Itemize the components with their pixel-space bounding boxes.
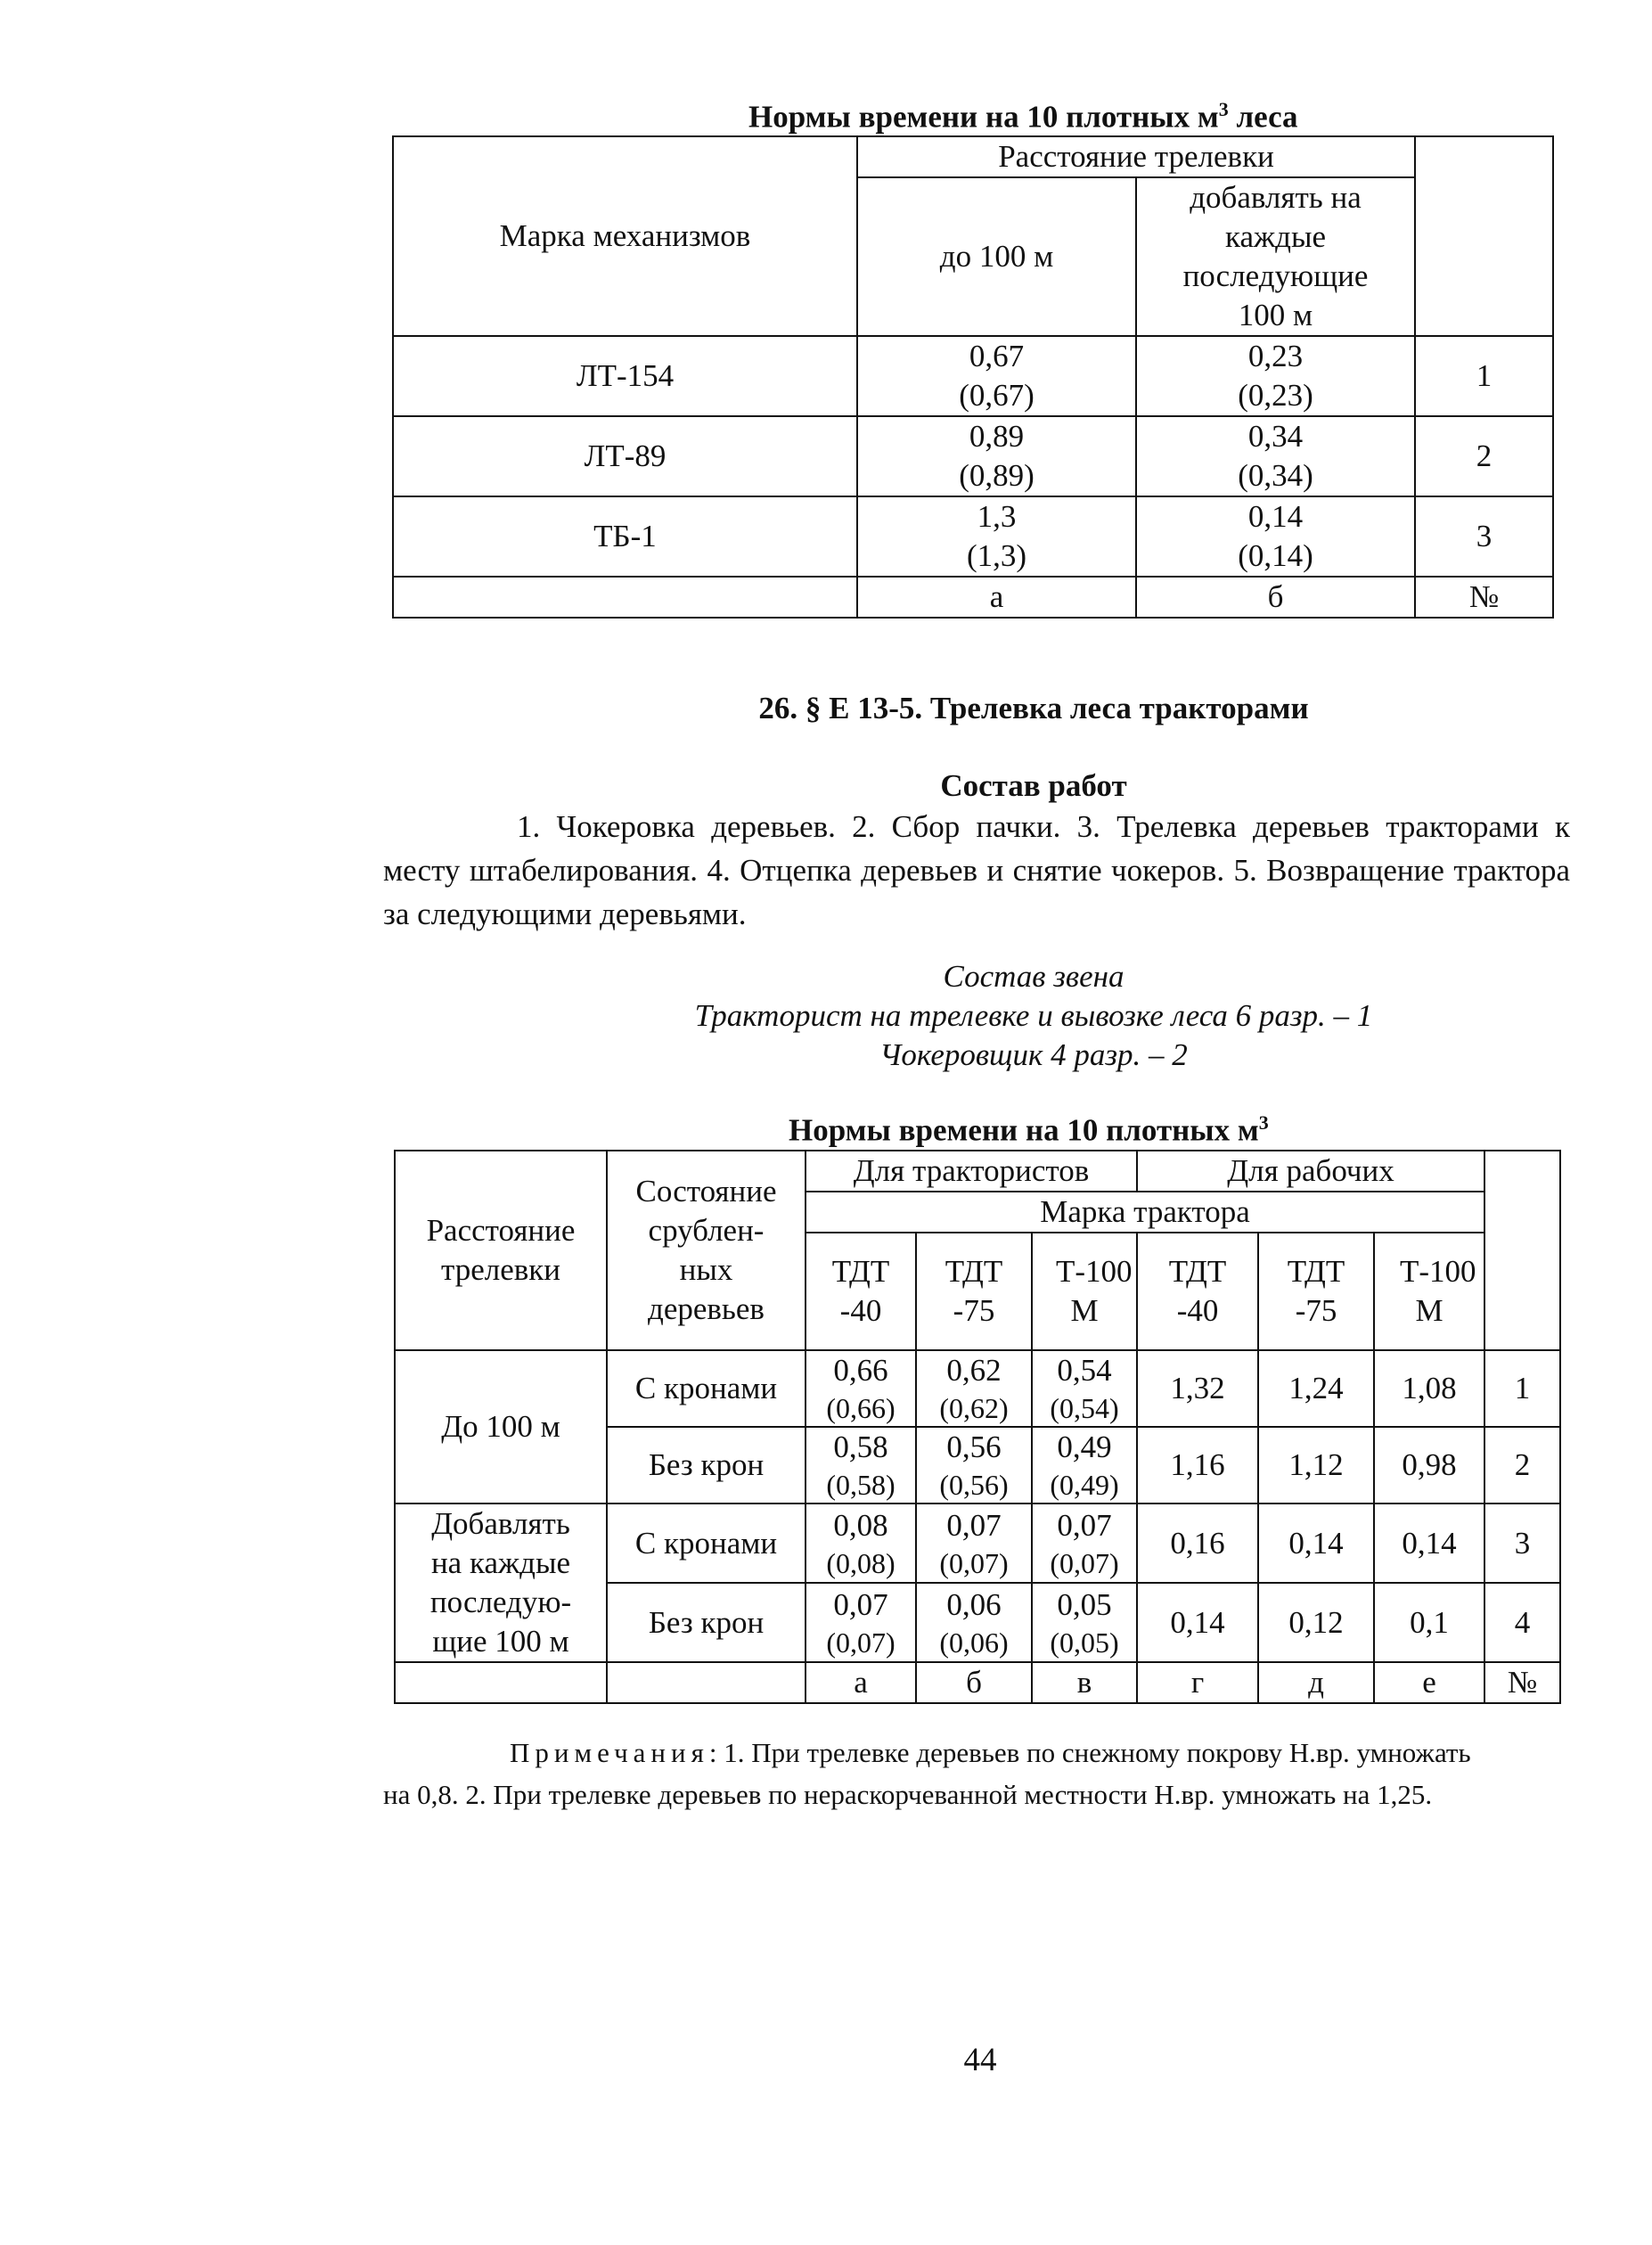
t2-row2-d2 [916, 1427, 1032, 1503]
t2-row3-d1 [806, 1503, 916, 1583]
t2-row3-d1-alt: (0,08) [826, 1546, 896, 1579]
t2-header-distance: Расстояние трелевки [395, 1151, 607, 1350]
t2-row4-d3 [1032, 1583, 1137, 1662]
t2-brand-6: Т-100 М [1374, 1233, 1484, 1350]
table-row [395, 1350, 1560, 1427]
t1-row3-b-value: 0,14 [1247, 499, 1304, 534]
notes-text-1: : 1. При трелевке деревьев по снежному покрову Н.вр. умножать [708, 1737, 1471, 1768]
t1-row2-a [857, 416, 1136, 496]
t2-row3-d3-value: 0,07 [1057, 1507, 1112, 1543]
table-row [393, 416, 1553, 496]
t2-row3-d2-alt: (0,07) [939, 1546, 1009, 1579]
t1-header-num-blank [1415, 136, 1553, 336]
table-footer-row [395, 1662, 1560, 1703]
t1-row2-b [1136, 416, 1415, 496]
t2-row3-d1-value: 0,08 [833, 1507, 888, 1543]
t2-row1-d3 [1032, 1350, 1137, 1427]
t2-row4-num: 4 [1484, 1583, 1560, 1662]
t2-row3-d3 [1032, 1503, 1137, 1583]
notes-line-1 [383, 1732, 1577, 1774]
t1-row3-brand: ТБ-1 [393, 496, 857, 577]
table2-caption-text: Нормы времени на 10 плотных м [789, 1112, 1259, 1148]
t2-row2-state: Без крон [607, 1427, 806, 1503]
notes-line-2: на 0,8. 2. При трелевке деревьев по нераскорчеванной местности Н.вр. умножать на 1,25. [383, 1779, 1433, 1810]
t2-footer-num: № [1484, 1662, 1560, 1703]
t1-row3-b [1136, 496, 1415, 577]
t2-brand-3: Т-100 М [1032, 1233, 1137, 1350]
t1-row2-b-value: 0,34 [1247, 419, 1304, 454]
t2-row1-d2-alt: (0,62) [939, 1392, 1009, 1424]
t2-group-upto: До 100 м [395, 1350, 607, 1503]
t2-row3-d2-value: 0,07 [946, 1507, 1002, 1543]
t2-row1-d1 [806, 1350, 916, 1427]
t2-row2-d1-alt: (0,58) [826, 1469, 896, 1501]
table1-caption [392, 98, 1568, 135]
t2-row2-d3-alt: (0,49) [1050, 1469, 1119, 1501]
t1-row2-a-alt: (0,89) [959, 458, 1035, 493]
t1-row1-brand: ЛТ-154 [393, 336, 857, 416]
crew-line-1: Тракторист на трелевке и вывозке леса 6 разр. – 1 [694, 998, 1373, 1033]
t1-footer-blank [393, 577, 857, 618]
t2-row1-d3-value: 0,54 [1057, 1353, 1112, 1388]
t2-footer-v: в [1032, 1662, 1137, 1703]
t1-row1-b-alt: (0,23) [1238, 378, 1313, 413]
t2-row4-d1-alt: (0,07) [826, 1626, 896, 1659]
norms-table-1 [392, 135, 1554, 619]
t2-row2-w2: 1,12 [1258, 1427, 1374, 1503]
table-footer-row [393, 577, 1553, 618]
t2-row4-w3: 0,1 [1374, 1583, 1484, 1662]
t2-header-state: Состояние срублен-ных деревьев [607, 1151, 806, 1350]
t2-row4-w2: 0,12 [1258, 1583, 1374, 1662]
table-row [393, 496, 1553, 577]
t2-row3-w2: 0,14 [1258, 1503, 1374, 1583]
work-composition-heading: Состав работ [940, 768, 1127, 803]
table-row [395, 1503, 1560, 1583]
table2-caption [392, 1111, 1568, 1149]
t1-row3-a-alt: (1,3) [966, 538, 1027, 573]
t1-row1-b-value: 0,23 [1247, 339, 1304, 373]
t2-row4-d1 [806, 1583, 916, 1662]
t1-row1-b [1136, 336, 1415, 416]
t2-row2-w1: 1,16 [1137, 1427, 1258, 1503]
t2-brand-2: ТДТ -75 [916, 1233, 1032, 1350]
t2-row4-d2-alt: (0,06) [939, 1626, 1009, 1659]
t2-row4-d2-value: 0,06 [946, 1586, 1002, 1622]
t2-row1-d2-value: 0,62 [946, 1353, 1002, 1388]
t2-brand-1: ТДТ -40 [806, 1233, 916, 1350]
t2-group-add: Добавлять на каждые последую-щие 100 м [395, 1503, 607, 1662]
t2-footer-e: е [1374, 1662, 1484, 1703]
t2-row2-num: 2 [1484, 1427, 1560, 1503]
t2-brand-5: ТДТ -75 [1258, 1233, 1374, 1350]
t2-row1-d1-alt: (0,66) [826, 1392, 896, 1424]
t2-row1-w1: 1,32 [1137, 1350, 1258, 1427]
t1-footer-b: б [1136, 577, 1415, 618]
table1-caption-sup: 3 [1218, 98, 1229, 120]
t1-row3-a [857, 496, 1136, 577]
t1-row3-b-alt: (0,14) [1238, 538, 1313, 573]
t2-footer-b: б [916, 1662, 1032, 1703]
t2-row1-d2 [916, 1350, 1032, 1427]
crew-line-2: Чокеровщик 4 разр. – 2 [879, 1037, 1188, 1072]
t2-row1-state: С кронами [607, 1350, 806, 1427]
t2-row2-d1-value: 0,58 [833, 1430, 888, 1464]
t1-footer-a: а [857, 577, 1136, 618]
t2-row4-d3-value: 0,05 [1057, 1586, 1112, 1622]
t2-row2-d2-value: 0,56 [946, 1430, 1002, 1464]
t2-row1-d1-value: 0,66 [833, 1353, 888, 1388]
t1-row1-a-value: 0,67 [969, 339, 1025, 373]
t1-header-add: добавлять на каждые последующие 100 м [1136, 177, 1415, 336]
table1-caption-tail: леса [1228, 99, 1298, 135]
table2-caption-sup: 3 [1258, 1111, 1269, 1134]
t2-row4-d3-alt: (0,05) [1050, 1626, 1119, 1659]
t2-header-workers: Для рабочих [1137, 1151, 1484, 1192]
t1-row2-num: 2 [1415, 416, 1553, 496]
t2-footer-g: г [1137, 1662, 1258, 1703]
t1-header-brand: Марка механизмов [393, 136, 857, 336]
t1-header-distance: Расстояние трелевки [857, 136, 1415, 177]
t2-footer-d: д [1258, 1662, 1374, 1703]
t2-header-brand: Марка трактора [806, 1192, 1484, 1233]
section-title: 26. § Е 13-5. Трелевка леса тракторами [758, 691, 1309, 725]
table1-caption-text: Нормы времени на 10 плотных м [748, 99, 1219, 135]
t1-row2-brand: ЛТ-89 [393, 416, 857, 496]
t1-header-upto: до 100 м [857, 177, 1136, 336]
table-row [393, 336, 1553, 416]
notes-label: Примечания [510, 1737, 709, 1768]
t2-row2-d3 [1032, 1427, 1137, 1503]
t2-brand-4: ТДТ -40 [1137, 1233, 1258, 1350]
t2-row1-d3-alt: (0,54) [1050, 1392, 1119, 1424]
t2-row3-d2 [916, 1503, 1032, 1583]
t1-row3-a-value: 1,3 [977, 499, 1017, 534]
t2-header-num-blank [1484, 1151, 1560, 1350]
norms-table-2 [394, 1150, 1561, 1704]
crew-heading: Состав звена [943, 959, 1125, 994]
t1-row2-b-alt: (0,34) [1238, 458, 1313, 493]
t1-footer-num: № [1415, 577, 1553, 618]
t2-row4-d1-value: 0,07 [833, 1586, 888, 1622]
t2-footer-blank-2 [607, 1662, 806, 1703]
t2-row3-w1: 0,16 [1137, 1503, 1258, 1583]
t1-row3-num: 3 [1415, 496, 1553, 577]
t2-row1-w2: 1,24 [1258, 1350, 1374, 1427]
t2-row3-d3-alt: (0,07) [1050, 1546, 1119, 1579]
t2-row3-state: С кронами [607, 1503, 806, 1583]
t2-row3-num: 3 [1484, 1503, 1560, 1583]
t1-row2-a-value: 0,89 [969, 419, 1025, 454]
t2-row2-d1 [806, 1427, 916, 1503]
t2-header-drivers: Для трактористов [806, 1151, 1137, 1192]
t2-row2-d2-alt: (0,56) [939, 1469, 1009, 1501]
page-number: 44 [963, 2042, 997, 2078]
t2-footer-blank-1 [395, 1662, 607, 1703]
t2-footer-a: а [806, 1662, 916, 1703]
t2-row4-w1: 0,14 [1137, 1583, 1258, 1662]
t2-row2-w3: 0,98 [1374, 1427, 1484, 1503]
t2-row4-state: Без крон [607, 1583, 806, 1662]
t1-row1-a-alt: (0,67) [959, 378, 1035, 413]
t2-row1-w3: 1,08 [1374, 1350, 1484, 1427]
t2-row4-d2 [916, 1583, 1032, 1662]
notes [383, 1732, 1577, 1815]
t1-row1-a [857, 336, 1136, 416]
work-composition-text: 1. Чокеровка деревьев. 2. Сбор пачки. 3. Трелевка деревьев тракторами к месту штабелирования. 4. Отцепка деревьев и снятие чокеров. 5. Возвращение трактора за следующими деревьями. [383, 809, 1570, 931]
t1-row1-num: 1 [1415, 336, 1553, 416]
t2-row3-w3: 0,14 [1374, 1503, 1484, 1583]
t2-row1-num: 1 [1484, 1350, 1560, 1427]
t2-row2-d3-value: 0,49 [1057, 1430, 1112, 1464]
